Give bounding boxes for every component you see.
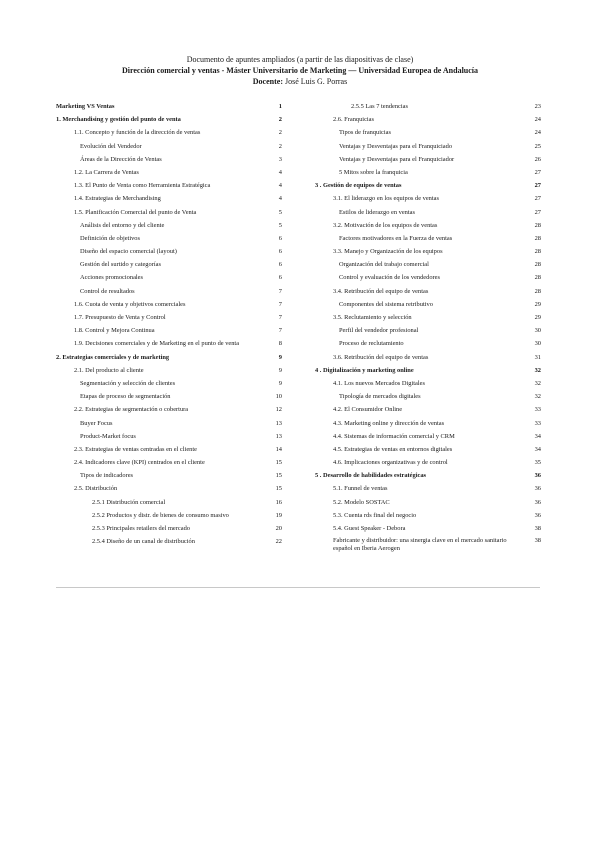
toc-entry-title: 2.5.5 Las 7 tendencias (351, 103, 408, 110)
toc-entry-title: 2.5.3 Principales retailers del mercado (92, 525, 190, 532)
toc-entry-page: 22 (275, 538, 282, 546)
toc-entry-title: Áreas de la Dirección de Ventas (80, 155, 162, 163)
toc-entry[interactable] (56, 100, 282, 113)
toc-entry[interactable] (56, 403, 282, 416)
toc-entry-page: 30 (534, 327, 541, 335)
toc-entry-page: 27 (534, 182, 541, 190)
toc-entry-page: 7 (278, 300, 282, 308)
toc-entry-page: 30 (534, 340, 541, 348)
toc-entry[interactable] (56, 153, 282, 166)
toc-entry-title: 5.4. Guest Speaker - Debora (333, 525, 406, 532)
toc-entry[interactable] (56, 166, 282, 179)
toc-entry[interactable] (56, 509, 282, 522)
toc-entry-page: 36 (534, 498, 541, 506)
toc-entry[interactable] (315, 482, 541, 495)
toc-entry-page: 34 (534, 445, 541, 453)
toc-entry-page: 4 (278, 168, 282, 176)
toc-entry-title: 5.2. Modelo SOSTAC (333, 498, 390, 506)
toc-entry-title: Buyer Focus (80, 419, 113, 427)
toc-entry-title: 3.5. Reclutamiento y selección (333, 314, 412, 321)
toc-entry-page: 25 (534, 142, 541, 150)
toc-entry[interactable] (315, 337, 541, 350)
toc-entry-page: 6 (278, 274, 282, 282)
toc-entry-title: 5 . Desarrollo de habilidades estratégicas (315, 472, 426, 480)
toc-entry[interactable] (56, 535, 282, 548)
toc-entry[interactable] (315, 285, 541, 298)
toc-entry[interactable] (315, 403, 541, 416)
toc-entry-title: Tipos de franquicias (339, 129, 391, 137)
toc-entry-page: 34 (534, 432, 541, 440)
toc-entry-title: 3.2. Motivación de los equipos de ventas (333, 221, 438, 229)
toc-entry-title: Gestión del surtido y categorías (80, 261, 161, 269)
toc-entry[interactable] (315, 324, 541, 337)
toc-entry-page: 15 (275, 485, 282, 493)
toc-entry[interactable] (315, 192, 541, 205)
toc-entry-title: Control y evaluación de los vendedores (339, 274, 440, 282)
toc-entry-title: 1.7. Presupuesto de Venta y Control (74, 314, 166, 321)
toc-entry-title: 1.1. Concepto y función de la dirección de ventas (74, 129, 201, 137)
toc-entry[interactable] (56, 298, 282, 311)
toc-entry-title: 5 Mitos sobre la franquicia (339, 168, 408, 176)
toc-entry-page: 31 (534, 353, 541, 361)
toc-entry-page: 9 (278, 353, 282, 361)
toc-entry-page: 28 (534, 234, 541, 242)
toc-entry-title: 2.1. Del producto al cliente (74, 366, 144, 374)
toc-entry-page: 27 (534, 195, 541, 203)
toc-entry[interactable] (56, 430, 282, 443)
toc-entry-title: Acciones promocionales (80, 274, 143, 282)
toc-entry-title: 4.4. Sistemas de información comercial y CRM (333, 432, 455, 440)
toc-entry-page: 7 (278, 314, 282, 321)
toc-left-column (56, 100, 282, 548)
toc-entry[interactable] (315, 522, 541, 535)
toc-entry-title: Análisis del entorno y del cliente (80, 221, 165, 229)
toc-entry-title: Perfil del vendedor profesional (339, 327, 419, 335)
toc-entry-title: 1.2. La Carrera de Ventas (74, 168, 139, 176)
toc-entry[interactable] (315, 100, 541, 113)
toc-entry-title: 4.1. Los nuevos Mercados Digitales (333, 379, 425, 387)
toc-entry-title: Tipos de indicadores (80, 472, 134, 480)
toc-entry-title: Componentes del sistema retributivo (339, 300, 433, 308)
toc-entry[interactable] (56, 443, 282, 456)
toc-entry-page: 9 (278, 379, 282, 387)
toc-entry-title: 4.3. Marketing online y dirección de ventas (333, 419, 445, 427)
toc-entry-page: 15 (275, 472, 282, 480)
toc-entry-title: 3.3. Manejo y Organización de los equipos (333, 248, 443, 256)
toc-entry[interactable] (56, 258, 282, 271)
toc-entry-title: 3.1. El liderazgo en los equipos de ventas (333, 195, 439, 203)
toc-entry-title: Tipología de mercados digitales (339, 393, 421, 401)
toc-entry-title: Fabricante y distribuidor: una sinergia clave en el mercado sanitario español en Iberia Aerogen (333, 537, 507, 553)
toc-entry-title: 2.5.2 Productos y distr. de bienes de consumo masivo (92, 511, 229, 519)
toc-entry[interactable] (315, 456, 541, 469)
toc-entry[interactable] (315, 364, 541, 377)
toc-entry[interactable] (56, 192, 282, 205)
toc-entry-title: 1.6. Cuota de venta y objetivos comerciales (74, 300, 186, 308)
toc-entry-title: Evolución del Vendedor (80, 142, 142, 150)
toc-entry[interactable] (56, 377, 282, 390)
toc-entry-title: 1. Merchandising y gestión del punto de venta (56, 116, 181, 124)
toc-entry-page: 36 (534, 472, 541, 480)
toc-entry-page: 6 (278, 234, 282, 242)
toc-entry-title: 1.8. Control y Mejora Continua (74, 327, 155, 335)
toc-entry[interactable] (56, 179, 282, 192)
toc-entry-title: 2.3. Estrategias de ventas centradas en el cliente (74, 445, 197, 453)
toc-entry-title: Definición de objetivos (80, 234, 140, 242)
toc-entry-title: Factores motivadores en la Fuerza de ventas (339, 234, 453, 242)
toc-entry[interactable] (56, 324, 282, 337)
toc-entry-page: 29 (534, 314, 541, 321)
toc-entry-title: Estilos de liderazgo en ventas (339, 208, 415, 216)
toc-entry[interactable] (56, 126, 282, 139)
toc-entry-page: 14 (275, 445, 282, 453)
toc-entry-page: 6 (278, 248, 282, 256)
toc-entry-page: 24 (534, 116, 541, 124)
toc-entry[interactable] (56, 364, 282, 377)
toc-entry-title: 2. Estrategias comerciales y de marketing (56, 353, 170, 361)
toc-entry[interactable] (56, 496, 282, 509)
toc-entry[interactable] (315, 496, 541, 509)
toc-entry[interactable] (315, 206, 541, 219)
toc-entry-page: 13 (275, 419, 282, 427)
toc-entry-title: Etapas de proceso de segmentación (80, 393, 171, 401)
toc-entry-page: 38 (534, 525, 541, 532)
toc-entry[interactable] (56, 390, 282, 403)
toc-entry-page: 1 (278, 103, 282, 110)
toc-entry-page: 32 (534, 393, 541, 401)
toc-entry-page: 33 (534, 419, 541, 427)
toc-entry[interactable] (56, 311, 282, 324)
toc-entry-title: 5.1. Funnel de ventas (333, 485, 388, 493)
toc-entry-page: 4 (278, 182, 282, 190)
toc-entry[interactable] (56, 232, 282, 245)
toc-entry-page: 5 (278, 221, 282, 229)
toc-entry[interactable] (315, 443, 541, 456)
toc-entry-page: 9 (278, 366, 282, 374)
toc-entry[interactable] (56, 206, 282, 219)
toc-entry-title: 4.2. El Consumidor Online (333, 406, 403, 414)
toc-entry[interactable] (56, 285, 282, 298)
toc-entry[interactable] (315, 140, 541, 153)
toc-entry-title: Ventajas y Desventajas para el Franquiciador (339, 155, 455, 163)
toc-entry-page: 16 (275, 498, 282, 506)
toc-entry[interactable] (315, 351, 541, 364)
divider (56, 587, 540, 588)
toc-entry[interactable] (315, 179, 541, 192)
toc-entry-page: 26 (534, 155, 541, 163)
toc-entry[interactable] (315, 245, 541, 258)
toc-entry-page: 23 (534, 103, 541, 110)
toc-entry-page: 15 (275, 459, 282, 467)
toc-entry[interactable] (315, 126, 541, 139)
toc-entry-page: 7 (278, 287, 282, 295)
toc-entry[interactable] (56, 482, 282, 495)
toc-entry-title: 2.2. Estrategias de segmentación o cobertura (74, 406, 189, 414)
toc-entry[interactable] (315, 153, 541, 166)
toc-entry-page: 6 (278, 261, 282, 269)
toc-entry[interactable] (315, 390, 541, 403)
toc-entry-title: 1.5. Planificación Comercial del punto de Venta (74, 208, 197, 216)
toc-entry-page: 27 (534, 168, 541, 176)
toc-entry[interactable] (315, 377, 541, 390)
toc-entry[interactable] (315, 166, 541, 179)
toc-entry[interactable] (315, 298, 541, 311)
toc-entry[interactable] (56, 245, 282, 258)
docente-name: José Luis G. Porras (283, 77, 348, 86)
toc-entry[interactable] (315, 232, 541, 245)
toc-entry-page: 28 (534, 274, 541, 282)
toc-entry-page: 28 (534, 261, 541, 269)
toc-entry-page: 27 (534, 208, 541, 216)
toc-entry-title: 2.5.1 Distribución comercial (92, 498, 166, 506)
toc-entry-page: 2 (278, 142, 282, 150)
toc-entry-title: Diseño del espacio comercial (layout) (80, 248, 177, 256)
toc-entry-page: 20 (275, 525, 282, 532)
document-title: Dirección comercial y ventas - Máster Universitario de Marketing — Universidad Europea de Andalucía (121, 66, 479, 75)
toc-entry-title: 3 . Gestión de equipos de ventas (315, 182, 402, 190)
toc-entry-page: 38 (534, 537, 541, 545)
toc-entry-page: 5 (278, 208, 282, 216)
toc-entry-title: 5.3. Cuenta rds final del negocio (333, 511, 417, 519)
toc-entry-title: Segmentación y selección de clientes (80, 379, 176, 387)
toc-entry-title: 2.5. Distribución (74, 485, 118, 493)
toc-entry-page: 33 (534, 406, 541, 414)
toc-entry[interactable] (56, 351, 282, 364)
toc-entry[interactable] (56, 417, 282, 430)
toc-entry-page: 7 (278, 327, 282, 335)
toc-entry-page: 36 (534, 485, 541, 493)
toc-entry-page: 29 (534, 300, 541, 308)
toc-entry-page: 19 (275, 511, 282, 519)
toc-entry[interactable] (315, 271, 541, 284)
toc-entry[interactable] (315, 113, 541, 126)
toc-entry-title: Organización del trabajo comercial (339, 261, 429, 269)
toc-entry-title: Ventajas y Desventajas para el Franquiciado (339, 142, 453, 150)
toc-entry-page: 28 (534, 248, 541, 256)
toc-entry-title: 4.5. Estrategias de ventas en entornos digitales (333, 445, 453, 453)
toc-entry-title: 2.4. Indicadores clave (KPI) centrados en el cliente (74, 459, 205, 467)
toc-entry[interactable] (315, 219, 541, 232)
toc-entry-title: 1.9. Decisiones comerciales y de Marketing en el punto de venta (74, 340, 240, 348)
toc-entry[interactable] (315, 417, 541, 430)
toc-entry[interactable] (315, 535, 541, 555)
toc-entry-page: 8 (278, 340, 282, 348)
toc-entry[interactable] (56, 469, 282, 482)
toc-entry-page: 36 (534, 511, 541, 519)
toc-entry-page: 13 (275, 432, 282, 440)
toc-entry[interactable] (56, 113, 282, 126)
toc-entry-page: 28 (534, 287, 541, 295)
toc-entry-title: 2.6. Franquicias (333, 116, 374, 124)
toc-entry-title: 1.3. El Punto de Venta como Herramienta Estratégica (74, 182, 211, 190)
toc-entry-title: Control de resultados (80, 287, 135, 295)
toc-entry-title: 4 . Digitalización y marketing online (315, 366, 414, 374)
toc-entry-page: 35 (534, 459, 541, 467)
toc-entry-title: 3.4. Retribución del equipo de ventas (333, 287, 429, 295)
toc-entry[interactable] (315, 430, 541, 443)
docente-label: Docente: (252, 77, 283, 86)
toc-entry-page: 2 (278, 116, 282, 124)
toc-entry[interactable] (315, 469, 541, 482)
toc-entry-title: Proceso de reclutamiento (339, 340, 404, 348)
toc-entry[interactable] (315, 258, 541, 271)
toc-entry-page: 3 (278, 155, 282, 163)
toc-entry[interactable] (56, 456, 282, 469)
toc-entry-page: 10 (275, 393, 282, 401)
document-subtitle: Documento de apuntes ampliados (a partir de las diapositivas de clase) (186, 55, 414, 64)
toc-entry[interactable] (56, 522, 282, 535)
toc-entry[interactable] (56, 337, 282, 350)
toc-entry-title: Product-Market focus (80, 432, 136, 440)
toc-entry-page: 28 (534, 221, 541, 229)
toc-entry-page: 2 (278, 129, 282, 137)
toc-entry-title: 1.4. Estrategias de Merchandising (74, 195, 161, 203)
toc-entry-page: 24 (534, 129, 541, 137)
toc-entry[interactable] (56, 219, 282, 232)
toc-entry-page: 32 (534, 366, 541, 374)
toc-entry-page: 12 (275, 406, 282, 414)
toc-entry[interactable] (56, 140, 282, 153)
toc-entry-title: 2.5.4 Diseño de un canal de distribución (92, 538, 195, 546)
toc-entry-title: Marketing VS Ventas (56, 103, 115, 110)
toc-right-column (315, 100, 541, 555)
toc-entry[interactable] (315, 311, 541, 324)
toc-entry[interactable] (56, 271, 282, 284)
toc-entry-page: 32 (534, 379, 541, 387)
document-header (0, 54, 600, 87)
toc-entry-title: 3.6. Retribución del equipo de ventas (333, 353, 429, 361)
toc-entry[interactable] (315, 509, 541, 522)
docente-line (0, 76, 600, 87)
toc-entry-title: 4.6. Implicaciones organizativas y de control (333, 459, 448, 467)
toc-entry-page: 4 (278, 195, 282, 203)
